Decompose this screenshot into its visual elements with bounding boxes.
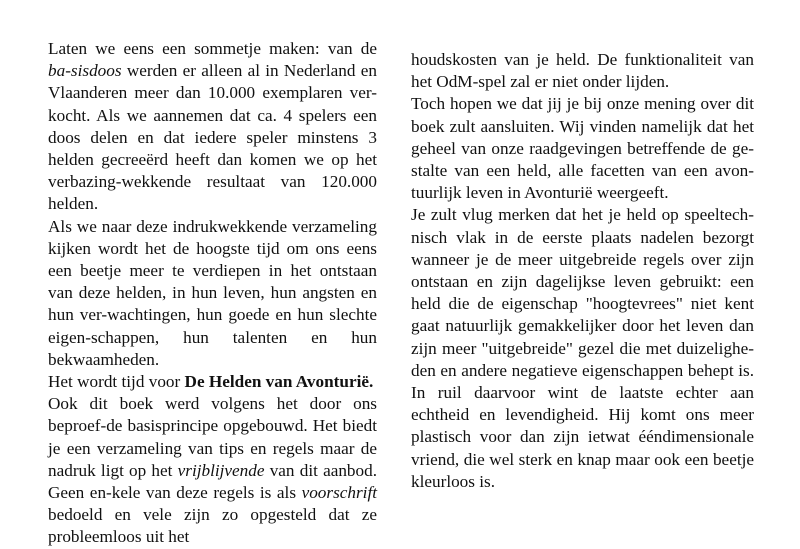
text-segment: Je zult vlug merken dat het je held op speeltech-nisch vlak in de eerste plaats nadelen bezorgt wanneer je de meer uitgebreide regels over zijn ontstaan en zijn dagelijkse leven gebruikt: een held die de eigenschap "hoogtevrees" niet kent gaat natuurlijk gemakkelijker door het leven dan zijn meer "uitgebreide" gezel die met duizelighe-den en andere negatieve eigenschappen behept is. In ruil daarvoor wint de laatste echter aan echtheid en levendigheid. Hij komt ons meer plastisch voor dan zijn ietwat ééndimensionale vriend, die wel sterk en knap maar ook een beetje kleurloos is. (411, 205, 754, 491)
text-segment: werden er alleen al in Nederland en Vlaanderen meer dan 10.000 exemplaren ver-kocht. Als we aannemen dat ca. 4 spelers een doos delen en dat iedere speler minstens 3 helden gecreeërd heeft dan komen we op het verbazing-wekkende resultaat van 120.000 helden. (48, 61, 377, 214)
left-text-column (48, 38, 377, 549)
paragraph (48, 38, 377, 216)
bold-text-segment: De Helden van Avonturië. (184, 372, 374, 392)
text-segment: Ook dit boek werd volgens het door ons beproef-de basisprincipe opgebouwd. Het biedt je een verzameling van tips en regels maar de nadruk ligt op het (48, 394, 377, 480)
paragraph (48, 393, 377, 548)
paragraph (48, 371, 377, 393)
italic-text-segment: vrijblijvende (177, 460, 265, 480)
paragraph (411, 49, 754, 93)
paragraph (48, 216, 377, 371)
text-segment: van dit aanbod. Geen en-kele van deze regels is als (48, 460, 378, 503)
italic-text-segment: ba-sisdoos (48, 61, 122, 81)
paragraph (411, 93, 754, 204)
text-segment: Als we naar deze indrukwekkende verzameling kijken wordt het de hoogste tijd om ons eens een beetje meer te verdiepen in het ontstaan van deze helden, in hun leven, hun angsten en hun ver-wachtingen, hun goede en hun slechte eigen-schappen, hun talenten en hun bekwaamheden. (48, 216, 377, 369)
text-segment: Toch hopen we dat jij je bij onze mening over dit boek zult aansluiten. Wij vinden namelijk dat het geheel van onze raadgevingen betreffende de ge-stalte van een held, alle facetten van een avon-tuurlijk leven in Avonturië weergeeft. (411, 94, 754, 203)
paragraph (411, 204, 754, 493)
text-segment: Laten we eens een sommetje maken: van de (48, 39, 377, 58)
italic-text-segment: voorschrift (301, 483, 377, 503)
text-segment: bedoeld en vele zijn zo opgesteld dat ze probleemloos uit het (48, 505, 377, 547)
text-segment: houdskosten van je held. De funktionaliteit van het OdM-spel zal er niet onder lijden. (411, 50, 754, 92)
text-segment: Het wordt tijd voor (48, 372, 185, 392)
right-text-column (411, 49, 754, 493)
